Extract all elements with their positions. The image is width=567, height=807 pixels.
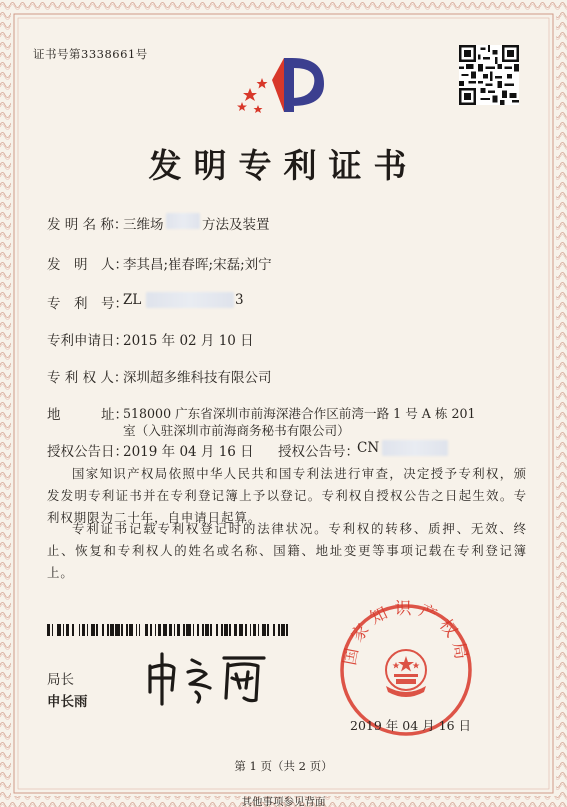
qr-code (459, 45, 519, 105)
address-label: 地 址： (47, 407, 128, 423)
grant-date-value: 2019 年 04 月 16 日 (123, 444, 254, 460)
patentee-value: 深圳超多维科技有限公司 (123, 370, 272, 386)
redacted-block (166, 213, 200, 229)
certificate-title: 发明专利证书 (148, 146, 419, 185)
barcode (47, 624, 292, 636)
director-name: 申长雨 (47, 694, 88, 710)
invention-name-label: 发 明 名 称： (47, 217, 128, 233)
patentee-label: 专 利 权 人： (47, 370, 128, 386)
grant-statement-paragraph: 国家知识产权局依照中华人民共和国专利法进行审查，决定授予专利权，颁发发明专利证书并在专利登记簿上予以登记。专利权自授权公告之日起生效。专利权期限为二十年，自申请日起算。 (47, 466, 527, 525)
grant-date-label: 授权公告日： (47, 444, 128, 460)
page-indicator: 第 1 页（共 2 页） (234, 759, 333, 773)
redacted-block (146, 292, 234, 308)
patent-number-suffix: 3 (235, 292, 244, 308)
invention-name-value-end: 方法及装置 (202, 217, 270, 233)
inventor-label: 发 明 人： (47, 257, 128, 273)
patent-office-logo (232, 50, 327, 120)
grant-number-prefix: CN (357, 440, 380, 456)
filing-date-label: 专利申请日： (47, 333, 128, 349)
patent-number-label: 专 利 号： (47, 296, 128, 312)
redacted-block (382, 440, 448, 456)
seal-text: 国家知识产权局 (339, 600, 473, 667)
back-note: 其他事项参见背面 (241, 796, 326, 807)
inventor-value: 李其昌;崔春晖;宋磊;刘宁 (123, 257, 272, 273)
seal-date: 2019 年 04 月 16 日 (350, 718, 471, 733)
address-line-2: 室（入驻深圳市前海商务秘书有限公司） (123, 423, 350, 438)
certificate-number: 证书号第3338661号 (33, 47, 148, 61)
legal-status-paragraph: 专利证书记载专利权登记时的法律状况。专利权的转移、质押、无效、终止、恢复和专利权人的姓名或名称、国籍、地址变更等事项记载在专利登记簿上。 (47, 521, 527, 580)
director-title: 局长 (47, 672, 74, 688)
address-line-1: 518000 广东省深圳市前海深港合作区前湾一路 1 号 A 栋 201 (123, 406, 476, 421)
filing-date-value: 2015 年 02 月 10 日 (123, 333, 254, 349)
handwritten-signature (140, 648, 290, 708)
invention-name-value-start: 三维场 (123, 217, 164, 233)
patent-number-prefix: ZL (123, 292, 142, 308)
grant-number-label: 授权公告号： (278, 444, 359, 460)
